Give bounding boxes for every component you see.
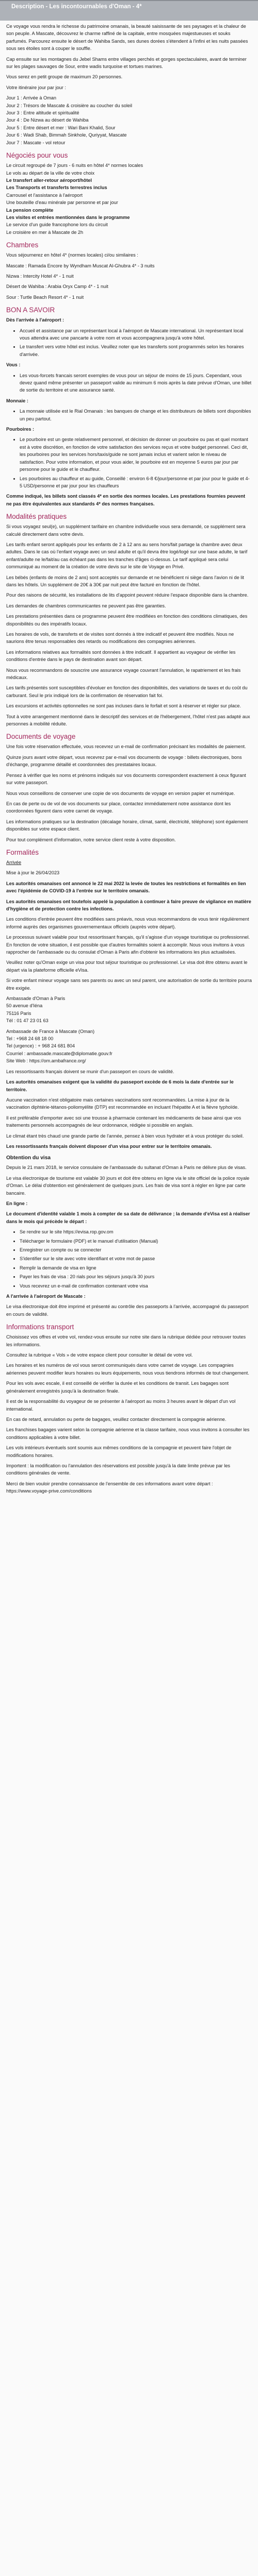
embassy-line: Ambassade d'Oman à Paris — [6, 996, 66, 1002]
transport-paragraph: Choisissez vos offres et votre vol, rendez-vous ensuite sur notre site dans la rubrique dédiée pour retrouver toutes les informations. — [6, 1334, 246, 1347]
section-title-negocie: Négociés pour vous — [6, 151, 68, 160]
chambres-line: Sour : Turtle Beach Resort 4* - 1 nuit — [6, 294, 84, 300]
section-title-visa: Obtention du visa — [6, 1155, 51, 1161]
you-list — [6, 372, 252, 394]
arrival-list — [6, 327, 252, 359]
visa-online-subtitle: Le document d'identité valable 1 mois à compter de sa date de délivrance ; la demande d'eVisa est à réaliser dans le mois qui précède le départ : — [6, 1211, 250, 1224]
list-item: • Le transfert vers votre hôtel est inclus. Veuillez noter que les transferts sont programmés selon les horaires d'arrivée. — [20, 343, 252, 358]
schedule-label: Votre itinéraire jour par jour : — [6, 84, 66, 90]
chambres-line: Nizwa : Intercity Hotel 4* - 1 nuit — [6, 273, 74, 279]
visa-steps — [6, 1228, 252, 1290]
formalites-subtitle: Arrivée — [6, 859, 22, 865]
modalites-paragraph: Les horaires de vols, de transferts et de visites sont donnés à titre indicatif et peuvent être modifiés. Nous ne saurions être tenus responsables des retards ou modifications des compagnies aériennes. — [6, 632, 234, 645]
list-item: • Les vous-forcets francais seront exemples de vous pour un séjour de moins de 15 jours. Cependant, vous devez quand même présenter un passeport valide au minimum 6 mois après la date prévue d'Oman, une billet de sortie du territoire et une assurance santé. — [20, 372, 252, 394]
negocie-item: Les visites et entrées mentionnées dans le programme — [6, 214, 130, 220]
modalites-paragraph: Si vous voyagez seul(e), un supplément tarifaire en chambre individuelle vous sera demandé, ce supplément sera calculé directement dans votre devis. — [6, 524, 246, 537]
embassy-line: Tel (urgence) : + 968 24 681 804 — [6, 1043, 75, 1049]
passport-paragraph: Les ressortissants français doivent se munir d'un passeport en cours de validité. — [6, 1069, 174, 1074]
documents-paragraph: Pensez à vérifier que les noms et prénoms indiqués sur vos documents correspondent exactement à ceux figurant sur votre passeport. — [6, 772, 246, 786]
passport-validity: Les autorités omanaises exigent que la validité du passeport excède de 6 mois la date d'entrée sur le territoire. — [6, 1079, 234, 1092]
formalites-paragraph: Veuillez noter qu'Oman exige un visa pour tout séjour touristique ou professionnel. Le visa doit être obtenu avant le départ via la plateforme officielle eVisa. — [6, 960, 248, 973]
schedule-day: Jour 1 : Arrivée à Oman — [6, 95, 57, 101]
health-paragraph: Aucune vaccination n'est obligatoire mais certaines vaccinations sont recommandées. La mise à jour de la vaccination diphtérie-tétanos-poliomyélite (DTP) est recommandée en incluant l'hépatite A et la fièvre typhoïde. — [6, 1097, 239, 1110]
documents-paragraph: Pour tout complément d'information, notre service client reste à votre disposition. — [6, 837, 176, 842]
transport-paragraph: En cas de retard, annulation ou perte de bagages, veuillez contacter directement la compagnie aérienne. — [6, 1416, 227, 1422]
schedule-day: Jour 6 : Wadi Shab, Bimmah Sinkhole, Quriyyat, Mascate — [6, 132, 127, 138]
visa-paragraph: Depuis le 21 mars 2018, le service consulaire de l'ambassade du sultanat d'Oman à Paris ne délivre plus de visas. — [6, 1165, 247, 1171]
hotel-standard-note: Comme indiqué, les billets sont classés 4* en sortie des normes locales. Les prestations fournies peuvent ne pas être équivalentes aux standards 4* des normes françaises. — [6, 494, 246, 506]
formalites-paragraph: Les conditions d'entrée peuvent être modifiées sans préavis, nous vous recommandons de vous tenir régulièrement informé auprès des organismes gouvernementaux officiels (auprès votre départ). — [6, 917, 249, 929]
formalites-paragraph: Si votre enfant mineur voyage sans ses parents ou avec un seul parent, une autorisation de sortie du territoire pourra être exigée. — [6, 978, 252, 991]
embassy-line: 50 avenue d'Iéna — [6, 1003, 43, 1009]
list-item: • Les pourboires au chauffeur et au guide, Conseillé : environ 6-8 €/jour/personne et par jour pour le guide et 4-5 USD/personne et par jour pour les chauffeurs — [20, 475, 252, 490]
page-header — [0, 0, 258, 21]
visa-step: • Vous recevrez un e-mail de confirmation contenant votre visa — [20, 1282, 252, 1290]
documents-paragraph: En cas de perte ou de vol de vos documents sur place, contactez immédiatement notre assistance dont les coordonnées figurent dans votre carnet de voyage. — [6, 801, 231, 814]
modalites-paragraph: Tout à votre arrangement mentionné dans le descriptif des services et de l'hébergement, l'hôtel n'est pas adapté aux personnes à mobilité réduite. — [6, 714, 250, 727]
tips-label: Pourboires : — [6, 427, 35, 432]
negocie-item: Le service d'un guide francophone lors du circuit — [6, 222, 108, 228]
arrival-label: Dès l'arrivée à l'aéroport : — [6, 317, 64, 323]
transport-paragraph: Il est de la responsabilité du voyageur de se présenter à l'aéroport au moins 3 heures avant le départ d'un vol international. — [6, 1399, 236, 1412]
schedule-day: Jour 5 : Entre désert et mer : Wari Bani Khalid, Sour — [6, 125, 116, 130]
tips-list — [6, 436, 252, 489]
embassy-website-link[interactable]: Site Web : https://om.ambafrance.org/ — [6, 1058, 86, 1064]
page-title: Description - Les incontournables d'Oman - 4* — [11, 4, 142, 10]
modalites-paragraph: Les bébés (enfants de moins de 2 ans) sont acceptés sur demande et ne bénéficient ni siège dans l'avion ni de lit dans les hôtels. Un supplément de 20€ à 30€ par nuit peut être facturé en fonction de l'hôtel. — [6, 574, 244, 587]
negocie-item: Carrousel et l'assistance à l'aéroport — [6, 192, 83, 198]
section-title-bon-savoir: BON A SAVOIR — [6, 306, 55, 314]
modalites-block — [6, 523, 252, 727]
transport-paragraph: Les horaires et les numéros de vol vous seront communiqués dans votre carnet de voyage. Les compagnies aériennes peuvent modifier leurs horaires ou leurs équipements, nous vous tiendrons informés de tout changement. — [6, 1363, 249, 1376]
schedule-day: Jour 3 : Entre altitude et spiritualité — [6, 110, 79, 116]
main-content — [0, 21, 258, 1495]
embassy-line: Tél : 01 47 23 01 63 — [6, 1018, 49, 1024]
chambres-line: Mascate : Ramada Encore by Wyndham Muscat Al-Ghubra 4* - 3 nuits — [6, 263, 155, 268]
intro-paragraph: Vous serez en petit groupe de maximum 20 personnes. — [6, 74, 123, 80]
negocie-list — [6, 162, 252, 236]
negocie-item: Le circuit regroupé de 7 jours - 6 nuits en hôtel 4* normes locales — [6, 163, 143, 168]
list-item: • Le pourboire est un geste relativement personnel, et décision de donner un pourboire ou pas et quel montant est à votre discrétion, en fonction de votre satisfaction des services reçus et votre budget personnel. Ceci dit, les pourboires pour les services hors/taxis/guide ne sont jamais inclus et varient selon le niveau de satisfaction. Pour votre information, et pour vous aider, le pourboire est en moyenne 5 euros par jour par personne pour le guide et le chauffeur. — [20, 436, 252, 473]
negocie-item: Les Transports et transferts terrestres inclus — [6, 185, 107, 191]
schedule-day: Jour 7 : Mascate - vol retour — [6, 140, 66, 145]
visa-paragraph: Le visa électronique de tourisme est valable 30 jours et doit être obtenu en ligne via le site officiel de la police royale d'Oman. Le délai d'obtention est généralement de quelques jours. Les frais de visa sont à régler en ligne par carte bancaire. — [6, 1175, 250, 1196]
visa-step: • S'identifier sur le site avec votre identifiant et votre mot de passe — [20, 1255, 252, 1262]
formalites-paragraph: Le processus suivant valable pour tout ressortissant français, qu'il s'agisse d'un voyage touristique ou professionnel. En fonction de votre situation, il est possible que d'autres formalités soient à accomplir. Nous vous invitons à vous rapprocher de l'ambassade ou du consulat d'Oman à Paris afin d'obtenir les informations les plus actualisées. — [6, 935, 250, 955]
documents-paragraph: Nous vous conseillons de conserver une copie de vos documents de voyage en version papier et numérique. — [6, 790, 235, 796]
modalites-paragraph: Les tarifs présentés sont susceptibles d'évoluer en fonction des disponibilités, des variations de taxes et du coût du carburant. Seul le prix indiqué lors de la confirmation de réservation fait foi. — [6, 685, 248, 698]
visa-step: • Enregistrer un compte ou se connecter — [20, 1246, 252, 1253]
modalites-paragraph: Les informations relatives aux formalités sont données à titre indicatif. Il appartient au voyageur de vérifier les conditions d'entrée dans le pays de destination avant son départ. — [6, 649, 236, 663]
chambres-line: Vous séjournerez en hôtel 4* (normes locales) ci/ou similaires : — [6, 252, 138, 258]
formalites-covid: Les autorités omanaises ont annoncé le 22 mai 2022 la levée de toutes les restrictions et formalités en lien avec l'épidémie de COVID-19 à l'entrée sur le territoire omanais. — [6, 880, 246, 894]
health-paragraph: Il est préférable d'emporter avec soi une trousse à pharmacie contenant les médicaments de base ainsi que vos traitements personnels accompagnés de leur ordonnance, rédigée si possible en anglais. — [6, 1115, 241, 1128]
schedule-day: Jour 4 : De Nizwa au désert de Wahiba — [6, 117, 89, 123]
intro-paragraph: Ce voyage vous rendra le richesse du patrimoine omanais, la beauté saisissante de ses paysages et la chaleur de son peuple. A Mascate, découvrez le charme raffiné de la capitale, entre mosquées majestueuses et souks parfumés. Parcourez ensuite le désert de Wahiba Sands, ses dunes dorées s'étendent à l'infini et les nuits passées sous ses étoiles sont à couper le souffle. — [6, 24, 248, 52]
modalites-paragraph: Les tarifs enfant seront appliqués pour les enfants de 2 à 12 ans au sens hors/fait partage la chambre avec deux adultes. Dans le cas où l'enfant voyage avec un seul adulte et qu'il devra être logé/logé sur une base adulte, le tarif enfant/adulte ne le/fait/au cas échéant pas dans les tranches d'âges ci-dessus. Le tarif appliqué sera celui communiqué au moment de la création de votre devis sur le site de Voyage en Privé. — [6, 541, 248, 570]
transport-block — [6, 1333, 252, 1495]
visa-step: • Télécharger le formulaire (PDF) et le manuel d'utilisation (Manual) — [20, 1238, 252, 1245]
airport-text: Le visa électronique doit être imprimé et présenté au contrôle des passeports à l'arrivée, accompagné du passeport en cours de validité. — [6, 1304, 249, 1317]
modalites-paragraph: Les excursions et activités optionnelles ne sont pas incluses dans le forfait et sont à réserver et régler sur place. — [6, 703, 241, 709]
embassy-email-link[interactable]: Courriel : ambassade.mascate@diplomatie.gouv.fr — [6, 1050, 112, 1056]
section-title-documents: Documents de voyage — [6, 733, 76, 741]
documents-block — [6, 743, 252, 843]
embassy-line: Ambassade de France à Mascate (Oman) — [6, 1028, 95, 1034]
you-label: Vous : — [6, 362, 21, 368]
visa-required: Les ressortissants français doivent disposer d'un visa pour entrer sur le territoire omanais. — [6, 1143, 212, 1149]
embassy-line: Tel : +968 24 68 18 00 — [6, 1036, 54, 1042]
transport-paragraph: Les vols intérieurs éventuels sont soumis aux mêmes conditions de la compagnie et peuvent faire l'objet de modifications horaires. — [6, 1445, 232, 1458]
visa-step: • Payer les frais de visa : 20 rials pour les séjours jusqu'à 30 jours — [20, 1273, 252, 1280]
schedule — [6, 84, 252, 146]
list-item: • Accueil et assistance par un représentant local à l'aéroport de Mascate international. Un représentant local vous attendra avec une pancarte à votre nom et vous accompagnera jusqu'à votre hôtel. — [20, 327, 252, 342]
negocie-item: Le croisière en mer à Mascate de 2h — [6, 229, 84, 235]
chambres-line: Désert de Wahiba : Arabia Oryx Camp 4* - 1 nuit — [6, 284, 108, 290]
documents-paragraph: Une fois votre réservation effectuée, vous recevrez un e-mail de confirmation précisant les modalités de paiement. — [6, 744, 246, 750]
intro-paragraph: Cap ensuite sur les montagnes du Jebel Shams entre villages perchés et gorges spectaculaires, avant de terminer sur les plages sauvages de Sour, entre wadis turquoise et tortues marines. — [6, 56, 247, 70]
transport-paragraph: Importent : la modification ou l'annulation des réservations est possible jusqu'à la date limite prévue par les conditions générales de vente. — [6, 1463, 231, 1476]
health-paragraph: Le climat étant très chaud une grande partie de l'année, pensez à bien vous hydrater et à vous protéger du soleil. — [6, 1133, 244, 1139]
modalites-paragraph: Les prestations présentées dans ce programme peuvent être modifiées en fonction des conditions climatiques, des disponibilités ou des impératifs locaux. — [6, 614, 248, 626]
transport-paragraph: Pour les vols avec escale, il est conseillé de vérifier la durée et les conditions de transit. Les bagages sont généralement enregistrés jusqu'à la destination finale. — [6, 1381, 229, 1394]
visa-step: • Se rendre sur le site https://evisa.rop.gov.om — [20, 1228, 252, 1235]
embassy-line: 75116 Paris — [6, 1010, 31, 1016]
money-label: Monnaie : — [6, 398, 28, 403]
list-item: • La monnaie utilisée est le Rial Omanais : les banques de change et les distributeurs de billets sont disponibles un peu partout. — [20, 408, 252, 422]
negocie-item: Le transfert aller-retour aéroport/hôtel — [6, 177, 92, 183]
modalites-paragraph: Pour des raisons de sécurité, les installations de lits d'appoint peuvent réduire l'espace disponible dans la chambre. — [6, 592, 249, 598]
section-title-chambres: Chambres — [6, 241, 39, 249]
embassy-oman — [6, 995, 252, 1025]
schedule-day: Jour 2 : Trésors de Mascate & croisière au coucher du soleil — [6, 103, 133, 108]
formalites-date: Mise à jour le 26/04/2023 — [6, 870, 60, 876]
modalites-paragraph: Nous vous recommandons de souscrire une assurance voyage couvrant l'annulation, le rapatriement et les frais médicaux. — [6, 667, 241, 681]
embassy-france — [6, 1028, 252, 1065]
visa-online-label: En ligne : — [6, 1200, 28, 1206]
negocie-item: Le vols au départ de la ville de votre choix — [6, 170, 95, 176]
money-list — [6, 408, 252, 422]
visa-step: • Remplir la demande de visa en ligne — [20, 1264, 252, 1272]
intro — [6, 23, 252, 81]
negocie-item: Une bouteille d'eau minérale par personne et par jour — [6, 200, 118, 206]
documents-paragraph: Quinze jours avant votre départ, vous recevrez par e-mail vos documents de voyage : billets électroniques, bons d'échange, programme détaillé et coordonnées des prestataires locaux. — [6, 754, 242, 768]
chambres-block — [6, 251, 252, 301]
section-title-modalites: Modalités pratiques — [6, 513, 67, 521]
documents-paragraph: Les informations pratiques sur la destination (décalage horaire, climat, santé, électricité, téléphone) sont également disponibles sur votre espace client. — [6, 819, 248, 832]
negocie-item: La pension complète — [6, 207, 54, 213]
section-title-formalites: Formalités — [6, 848, 39, 856]
airport-label: A l'arrivée à l'aéroport de Mascate : — [6, 1294, 86, 1299]
formalites-vigilance: Les autorités omanaises ont toutefois appelé la population à continuer à faire preuve de vigilance en matière d'hygiène et de protection contre les infections. — [6, 899, 251, 911]
transport-conditions-link[interactable]: Merci de bien vouloir prendre connaissance de l'ensemble de ces informations avant votre départ : https://www.voyage-prive.com/conditions — [6, 1481, 213, 1494]
section-title-transport: Informations transport — [6, 1323, 74, 1331]
transport-paragraph: Les franchises bagages varient selon la compagnie aérienne et la classe tarifaire, nous vous invitons à consulter les conditions applicables à votre billet. — [6, 1427, 250, 1440]
modalites-paragraph: Les demandes de chambres communicantes ne peuvent pas être garanties. — [6, 603, 166, 608]
transport-paragraph: Consultez la rubrique « Vols » de votre espace client pour consulter le détail de votre vol. — [6, 1352, 193, 1358]
